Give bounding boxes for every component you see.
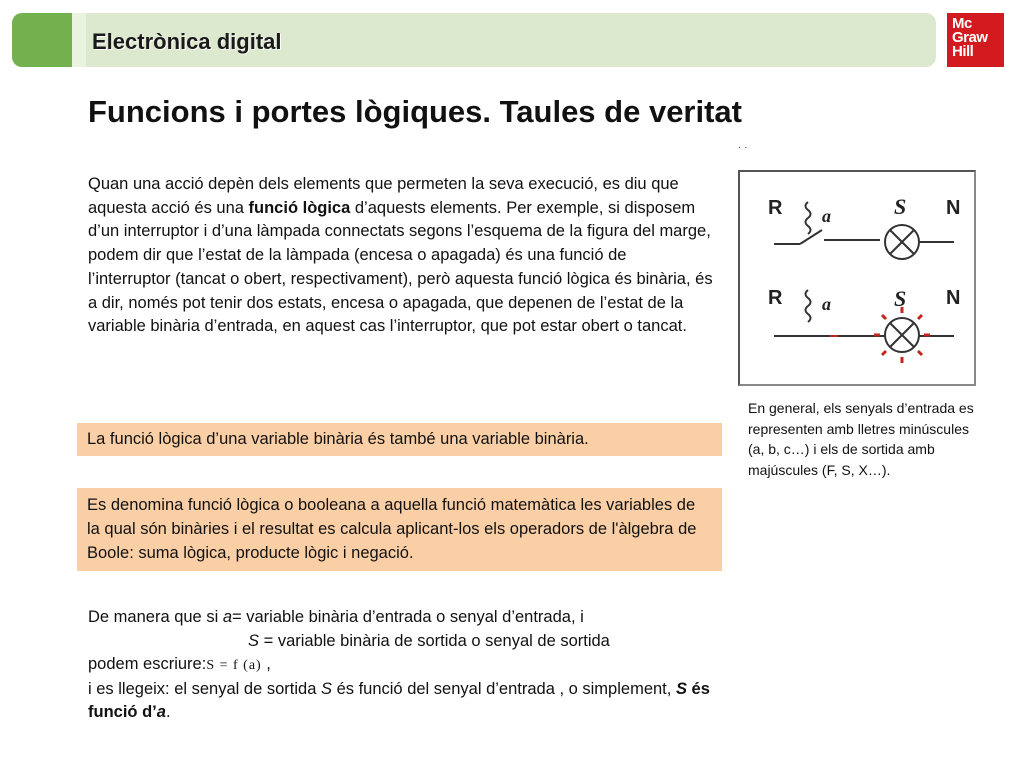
- intro-bold-term: funció lògica: [248, 198, 351, 217]
- logo-line: Mc: [952, 15, 972, 32]
- side-note: En general, els senyals d’entrada es representen amb lletres minúscules (a, b, c…) i els de sortida amb majúscules (F, S, X…).: [748, 400, 974, 478]
- figure-mark: · ·: [738, 142, 748, 153]
- circuit-figure: [738, 170, 976, 386]
- label-s: S: [894, 194, 907, 219]
- definition-line-5: funció d’a.: [88, 703, 171, 721]
- label-n: N: [946, 197, 961, 219]
- label-r: R: [768, 197, 783, 219]
- definition-paragraph: [88, 606, 848, 725]
- header-accent: [12, 13, 72, 67]
- definition-line-3: podem escriure:S = f (a) ,: [88, 655, 271, 673]
- logo-line: Hill: [952, 43, 974, 60]
- label-n: N: [946, 287, 961, 309]
- header-accent-stripe: [72, 13, 86, 67]
- definition-line-4: i es llegeix: el senyal de sortida S és funció del senyal d’entrada , o simplement, S és: [88, 679, 710, 698]
- formula: S = f (a): [206, 658, 262, 673]
- label-r: R: [768, 287, 783, 309]
- highlight-box-binary: La funció lògica d’una variable binària és també una variable binària.: [77, 423, 722, 456]
- highlight-box-definition: Es denomina funció lògica o booleana a aquella funció matemàtica les variables de la qual són binàries i el resultat es calcula aplicant-los els operadors de l'àlgebra de Boole: suma lògica, producte lògic i negació.: [77, 488, 722, 571]
- header-bar: [12, 13, 936, 67]
- intro-text-2: d’aquests elements. Per exemple, si disposem d’un interruptor i d’una làmpada connectats segons l’esquema de la figura del marge, podem dir que l’estat de la làmpada (encesa o apagada) és una funció de l’interruptor (tancat o obert, respectivament), però aquesta funció lògica és binària, és a dir, només pot tenir dos estats, encesa o apagada, que depenen de l’estat de la variable binària d’entrada, en aquest cas l’interruptor, que pot estar obert o tancat.: [88, 198, 713, 336]
- logo-line: Graw: [952, 29, 988, 46]
- circuit-diagram: [740, 172, 974, 384]
- label-a: a: [822, 294, 831, 314]
- intro-text-1: Quan una acció depèn dels elements que permeten la seva execució, es diu que aquesta acció és una: [88, 175, 679, 217]
- label-s: S: [894, 286, 907, 311]
- intro-paragraph: [88, 173, 713, 339]
- header-title: Electrònica digital: [92, 29, 282, 54]
- definition-line-1: De manera que si a= variable binària d’entrada o senyal d’entrada, i: [88, 608, 584, 626]
- page-title: Funcions i portes lògiques. Taules de veritat: [88, 94, 742, 129]
- definition-line-2: S = variable binària de sortida o senyal de sortida: [248, 631, 610, 650]
- label-a: a: [822, 206, 831, 226]
- mcgraw-hill-logo: [947, 13, 1004, 67]
